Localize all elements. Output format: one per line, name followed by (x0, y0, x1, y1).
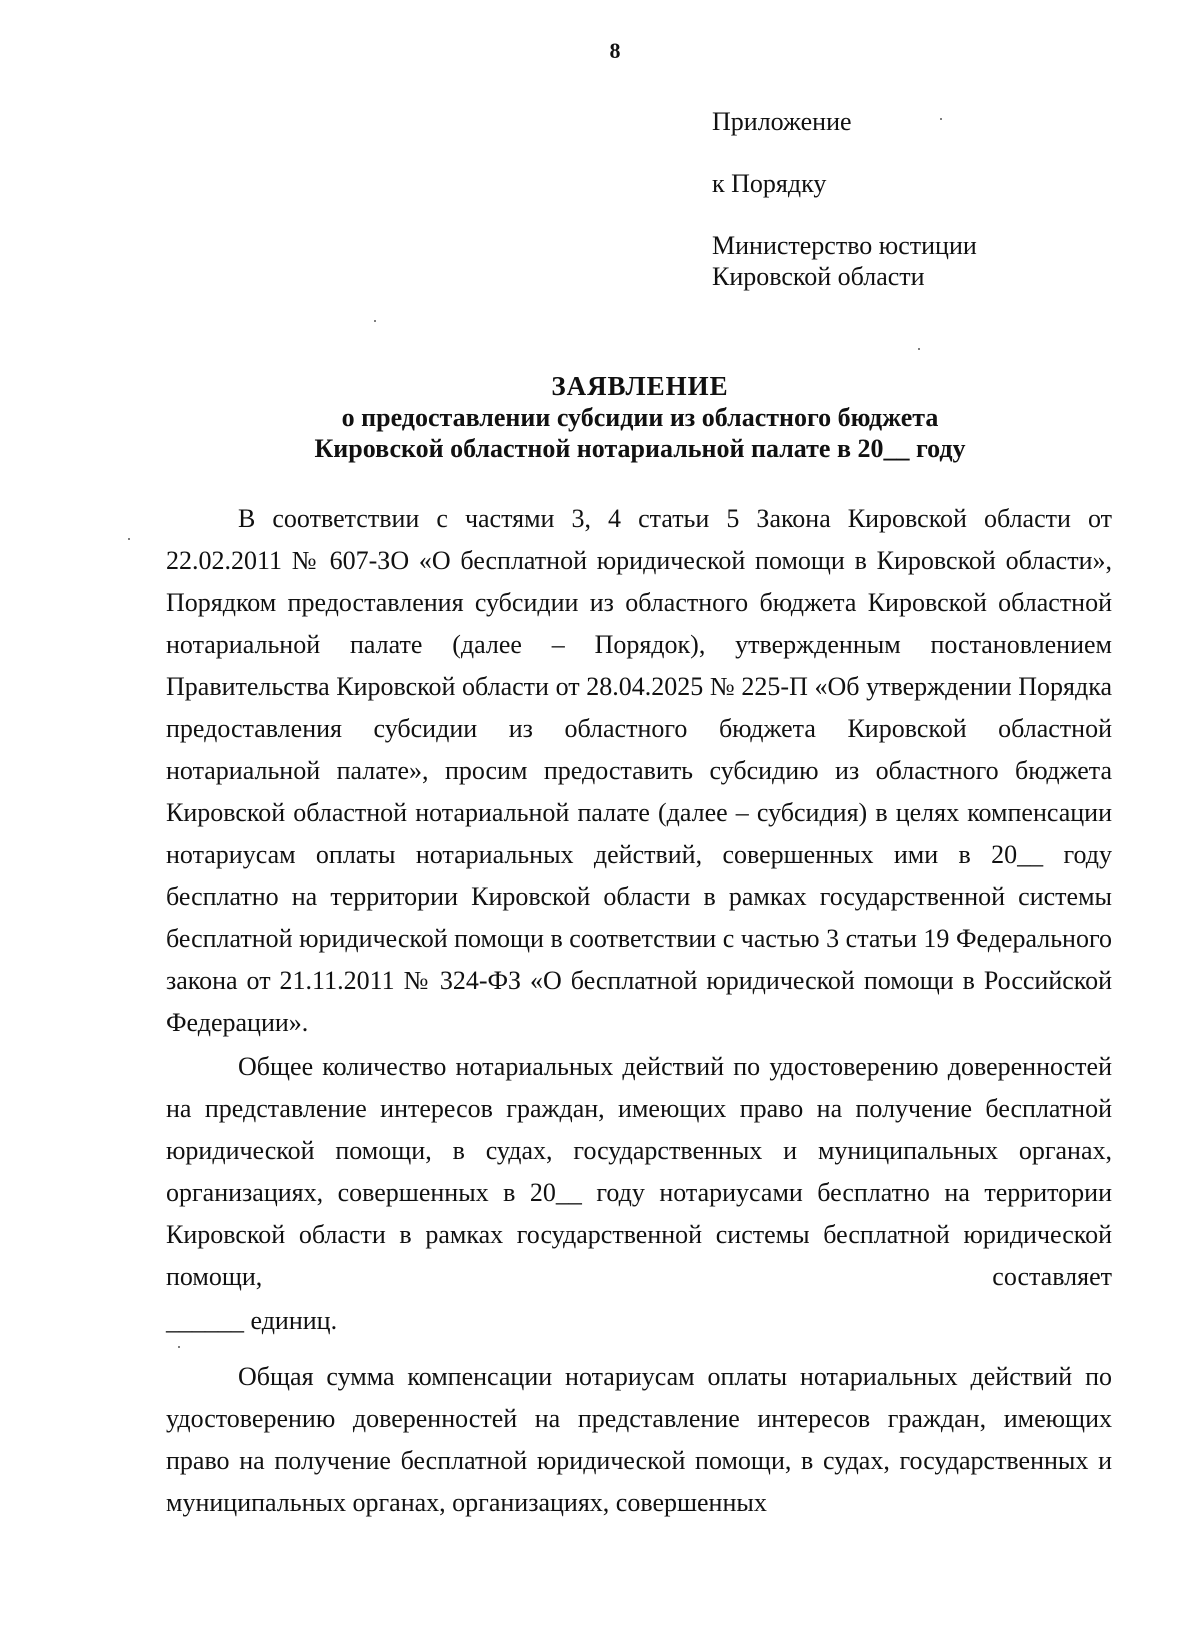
appendix-reference: к Порядку (712, 169, 827, 198)
appendix-addressee: Министерство юстиции (712, 231, 977, 260)
scan-speck (918, 348, 920, 350)
title-main: ЗАЯВЛЕНИЕ (551, 371, 729, 401)
document-title (0, 371, 1200, 464)
paragraph-request: В соответствии с частями 3, 4 статьи 5 Закона Кировской области от 22.02.2011 № 607-ЗО «О бесплатной юридической помощи в Кировской области», Порядком предоставления субсидии из областного бюджета Кировской областной нотариальной палате (далее – Порядок), утвержденным постановлением Правительства Кировской области от 28.04.2025 № 225-П «Об утверждении Порядка предоставления субсидии из областного бюджета Кировской областной нотариальной палате», просим предоставить субсидию из областного бюджета Кировской областной нотариальной палате (далее – субсидия) в целях компенсации нотариусам оплаты нотариальных действий, совершенных ими в 20__ году бесплатно на территории Кировской области в рамках государственной системы бесплатной юридической помощи в соответствии с частью 3 статьи 19 Федерального закона от 21.11.2011 № 324-ФЗ «О бесплатной юридической помощи в Российской Федерации». (166, 504, 1112, 1037)
scan-speck (374, 320, 376, 322)
paragraph-total-count: Общее количество нотариальных действий по удостоверению доверенностей на представление интересов граждан, имеющих право на получение бесплатной юридической помощи, в судах, государственных и муниципальных органах, организациях, совершенных в 20__ году нотариусами бесплатно на территории Кировской области в рамках государственной системы бесплатной юридической помощи, составляет (166, 1052, 1112, 1291)
scan-speck (940, 118, 942, 120)
paragraph-total-sum: Общая сумма компенсации нотариусам оплаты нотариальных действий по удостоверению доверенностей на представление интересов граждан, имеющих право на получение бесплатной юридической помощи, в судах, государственных и муниципальных органах, организациях, совершенных (166, 1362, 1112, 1517)
page-number: 8 (609, 38, 621, 63)
appendix-addressee-region: Кировской области (712, 262, 925, 291)
scan-speck (128, 538, 130, 540)
title-subtitle-line2: Кировской областной нотариальной палате в 20__ году (314, 434, 966, 463)
title-subtitle-line1: о предоставлении субсидии из областного бюджета (341, 403, 939, 432)
paragraph-units-blank: ______ единиц. (166, 1306, 338, 1335)
appendix-header (712, 106, 977, 292)
appendix-label: Приложение (712, 107, 852, 136)
document-body (166, 498, 1112, 1524)
scan-speck (178, 1346, 180, 1348)
